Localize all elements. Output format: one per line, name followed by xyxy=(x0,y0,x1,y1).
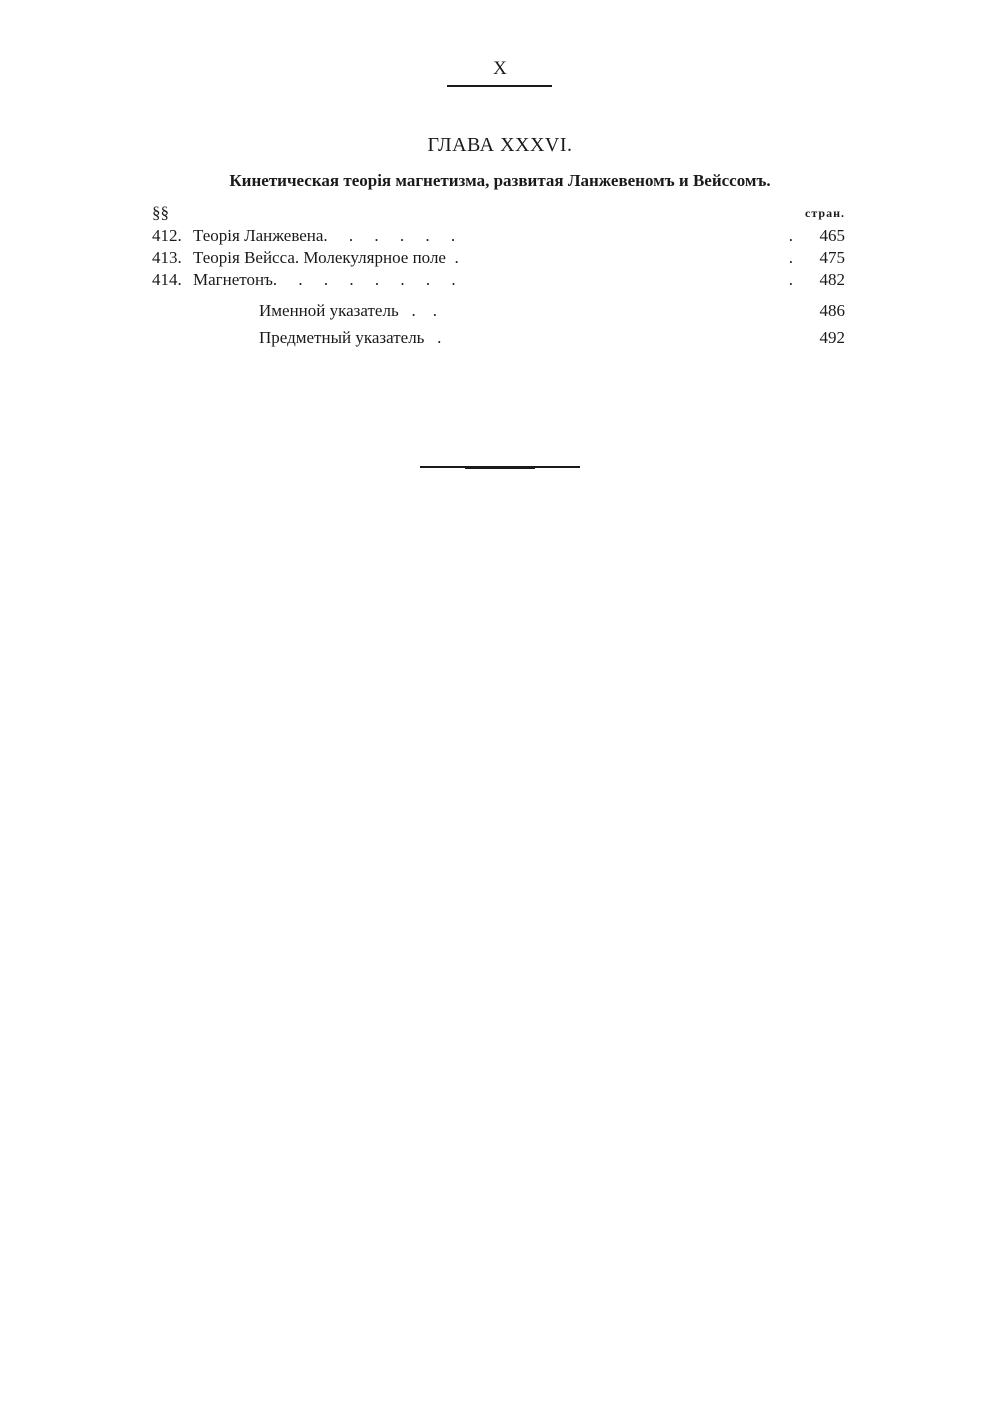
index-entry-names[interactable] xyxy=(152,299,845,323)
toc-entry-page: 475 xyxy=(819,248,845,267)
chapter-subtitle: Кинетическая теорія магнетизма, развитая Ланжевеномъ и Вейссомъ. xyxy=(229,171,771,190)
toc-entry-page: 482 xyxy=(819,270,845,289)
toc-entry-number: 414. xyxy=(152,270,182,289)
closing-rule xyxy=(420,466,580,468)
index-entry-page: 486 xyxy=(819,301,845,320)
index-entry-title: Именной указатель . . xyxy=(259,301,437,320)
index-entry-subjects[interactable] xyxy=(152,326,845,350)
toc-entry-number: 412. xyxy=(152,226,182,245)
page-number: X xyxy=(493,58,507,79)
toc-entry[interactable] xyxy=(152,268,845,292)
toc-entry-title: Теорія Вейсса. Молекулярное поле . xyxy=(193,248,459,267)
toc-entry[interactable] xyxy=(152,224,845,248)
toc-entry-leader: . xyxy=(788,226,793,245)
section-symbol-header: §§ xyxy=(152,203,169,222)
header-rule xyxy=(447,85,552,87)
page-column-header: стран. xyxy=(805,206,845,220)
toc-entry-title: Магнетонъ. . . . . . . . xyxy=(193,270,456,289)
toc-entry[interactable] xyxy=(152,246,845,270)
chapter-heading: ГЛАВА XXXVI. xyxy=(427,134,573,156)
toc-entry-page: 465 xyxy=(819,226,845,245)
index-entry-title: Предметный указатель . xyxy=(259,328,442,347)
toc-entry-leader: . xyxy=(788,248,793,267)
toc-entry-number: 413. xyxy=(152,248,182,267)
toc-entry-title: Теорія Ланжевена. . . . . . xyxy=(193,226,456,245)
index-entry-page: 492 xyxy=(819,328,845,347)
toc-entry-leader: . xyxy=(788,270,793,289)
